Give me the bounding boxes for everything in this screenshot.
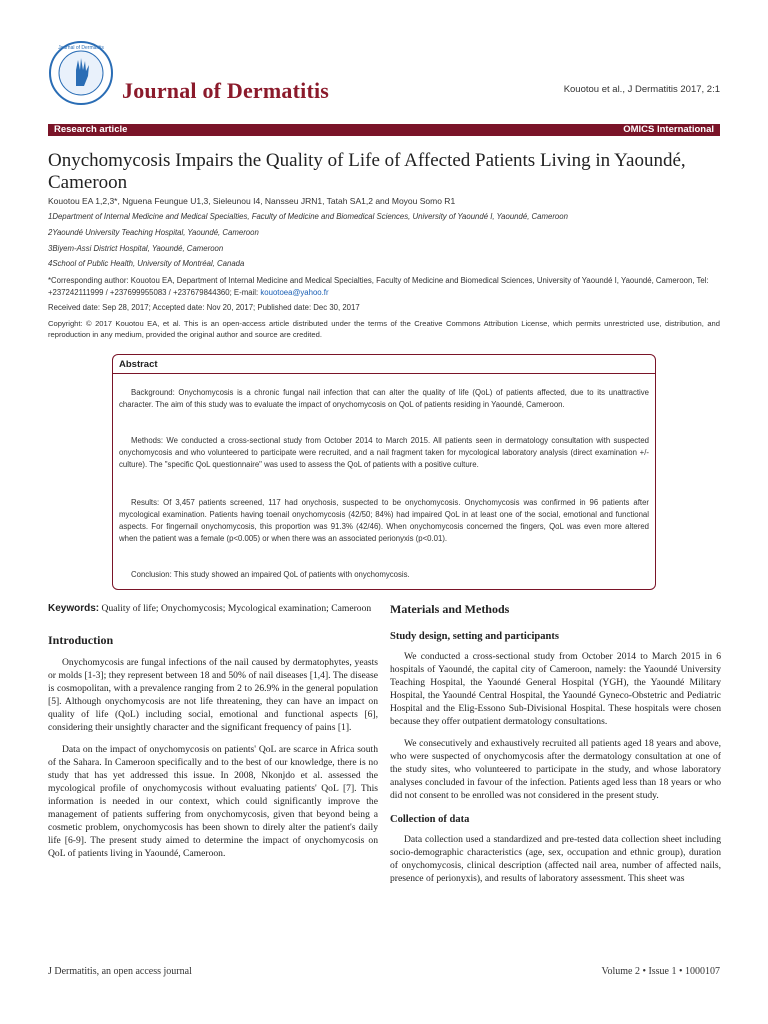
- abstract-conclusion: Conclusion: This study showed an impaired QoL of patients with onychomycosis.: [131, 570, 410, 579]
- header-bar: [48, 124, 720, 136]
- footer-volume: Volume 2 • Issue 1 • 1000107: [601, 966, 720, 977]
- journal-logo: [48, 40, 114, 106]
- citation: Kouotou et al., J Dermatitis 2017, 2:1: [563, 84, 720, 95]
- author-list: Kouotou EA 1,2,3*, Nguena Feungue U1,3, Sieleunou I4, Nansseu JRN1, Tatah SA1,2 and Moyou Somo R1: [48, 196, 456, 206]
- abstract-results: Results: Of 3,457 patients screened, 117 had onychosis, suspected to be onychomycosis. Onychomycosis was confirmed in 96 patients after mycological examination. Patients having toenail onychomycosis (42/50; 84%) had impaired QoL in at least one of the social, emotional and functional aspects. For fingernail onychomycosis, this proportion was 91.3% (42/46). When onychomycosis concerned the fingers, QoL was even more altered when the patient was a female (p<0.005) or when there was an associated perionyxis (p<0.01).: [119, 498, 649, 543]
- keywords-text: Quality of life; Onychomycosis; Mycological examination; Cameroon: [101, 603, 372, 614]
- publisher-name: OMICS International: [623, 124, 714, 135]
- affiliation-1: 1Department of Internal Medicine and Medical Specialties, Faculty of Medicine and Biomedical Sciences, University of Yaoundé I, Yaoundé, Cameroon: [48, 212, 568, 221]
- copyright-notice: Copyright: © 2017 Kouotou EA, et al. This is an open-access article distributed under the terms of the Creative Commons Attribution License, which permits unrestricted use, distribution, and reproduction in any medium, provided the original author and source are credited.: [48, 319, 720, 339]
- journal-title: Journal of Dermatitis: [122, 78, 330, 103]
- introduction-heading: Introduction: [48, 633, 114, 647]
- abstract-heading: Abstract: [119, 359, 158, 370]
- logo-lettering: Journal of Dermatitis: [58, 45, 104, 51]
- methods-paragraph-2: We consecutively and exhaustively recruited all patients aged 18 years and above, who were suspected of onychomycosis after the dermatology consultation at one of the study sites, who volunteered to participate in the study, and whose laboratory analyses concluded in favour of the infection. Patients aged less than 18 years or who did not consent to be enrolled was not considered in the present study.: [390, 738, 721, 801]
- abstract-methods: Methods: We conducted a cross-sectional study from October 2014 to March 2015. All patients seen in dermatology consultation with suspected onychomycosis and who volunteered to participate were recruited, and a nail fragment taken for mycological laboratory analysis (direct examination +/- culture). The "specific QoL questionnaire" was used to assess the QoL of patients with a positive culture.: [119, 436, 649, 469]
- article-title: Onychomycosis Impairs the Quality of Life of Affected Patients Living in Yaoundé, Cameroon: [48, 150, 686, 193]
- footer-journal: J Dermatitis, an open access journal: [48, 966, 192, 977]
- methods-subheading-design: Study design, setting and participants: [390, 631, 559, 642]
- introduction-paragraph-2: Data on the impact of onychomycosis on patients' QoL are scarce in Africa south of the Sahara. In Cameroon specifically and to the best of our knowledge, there is no study that has yet addressed this issue. In 2008, Nkonjdo et al. assessed the mycological profile of onychomycosis without evaluating patients' QoL [7]. This information is needed in our context, which could significantly improve the management of patients suffering from onychomycosis, given that beyond being a cosmetic problem, onychomycosis has been shown to direly alter the patient's daily life [6-9]. The present study aimed to determine the impact of onychomycosis on QoL of patients living in Yaoundé, Cameroon.: [48, 744, 378, 859]
- keywords-label: Keywords:: [48, 603, 100, 614]
- methods-paragraph-1: We conducted a cross-sectional study from October 2014 to March 2015 in 6 hospitals of Yaoundé, the capital city of Cameroon, namely: the Yaoundé University Teaching Hospital, the Yaoundé General Hospital (YGH), the Yaoundé Military Hospital, the Yaoundé Central Hospital, the Yaoundé Gyneco-Obstetric and Pediatric Hospital and the Elig-Essono Sub-Divisional Hospital. These hospitals were chosen because they offer outpatient dermatology consultations.: [390, 651, 721, 727]
- affiliation-2: 2Yaoundé University Teaching Hospital, Yaoundé, Cameroon: [48, 228, 259, 237]
- corresponding-text: *Corresponding author: Kouotou EA, Department of Internal Medicine and Medical Specialties, Faculty of Medicine and Biomedical Sciences, University of Yaoundé I, Yaoundé, Cameroon, Tel: +237242111999 / +237699955083 / +237679844360; E-mail:: [48, 276, 709, 297]
- article-type: Research article: [54, 124, 128, 135]
- introduction-paragraph-1: Onychomycosis are fungal infections of the nail caused by dermatophytes, yeasts or molds [1-3]; they represent between 18 and 50% of nail diseases [1,4]. The disease is cosmopolitan, with a prevalence ranging from 2 to 26.9% in the general population [5]. Although onychomycosis are not life threatening, they can have an impact on quality of life (QoL) including social, emotional and functional aspects [6], considering their unsightly character and the significant frequency of pains [1].: [48, 657, 378, 733]
- affiliation-4: 4School of Public Health, University of Montréal, Canada: [48, 259, 245, 268]
- keywords: [48, 602, 378, 615]
- methods-subheading-collection: Collection of data: [390, 814, 470, 825]
- affiliation-3: 3Biyem-Assi District Hospital, Yaoundé, Cameroon: [48, 244, 224, 253]
- corresponding-author: [48, 275, 720, 299]
- right-column: [390, 602, 721, 885]
- methods-paragraph-3: Data collection used a standardized and pre-tested data collection sheet including socio-demographic characteristics (age, sex, occupation and ethnic group), duration of onychomycosis, clinical description (affected nail area, number of affected nails, presence of perionyxis), and results of laboratory assessment. This sheet was: [390, 834, 721, 884]
- left-column: [48, 602, 378, 860]
- email-link[interactable]: kouotoea@yahoo.fr: [260, 288, 329, 297]
- abstract-background: Background: Onychomycosis is a chronic fungal nail infection that can alter the quality of life (QoL) of patients affected, due to its unattractive character. The aim of this study was to evaluate the impact of onychomycosis on QoL of patients residing in Yaoundé, Cameroon.: [119, 388, 649, 409]
- article-dates: Received date: Sep 28, 2017; Accepted date: Nov 20, 2017; Published date: Dec 30, 2017: [48, 303, 360, 312]
- abstract-box: [112, 354, 656, 590]
- abstract-divider: [113, 373, 655, 374]
- methods-heading: Materials and Methods: [390, 602, 510, 616]
